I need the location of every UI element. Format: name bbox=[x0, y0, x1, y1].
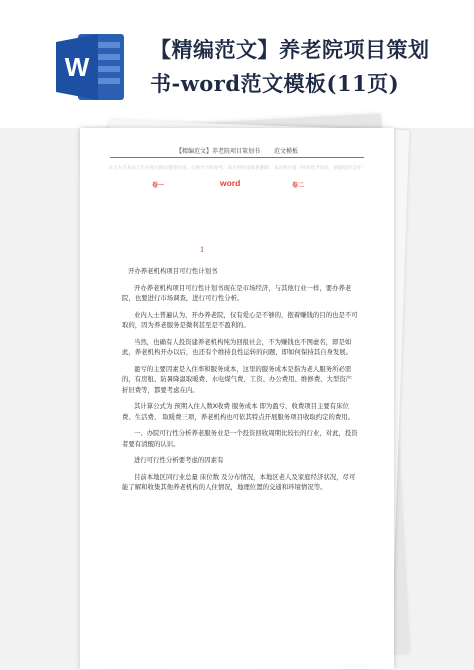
header-title: 【精编范文】养老院项目策划书 bbox=[176, 148, 261, 155]
document-page bbox=[80, 128, 394, 669]
page-header bbox=[110, 146, 364, 158]
header-subtitle: 范文模板 bbox=[273, 148, 298, 155]
red-word-label: word bbox=[220, 178, 241, 188]
paragraph: 盈亏的主要因素是入住率和服务成本，这里的服务成本是指为老人服务所必需的，有房租、防暑降温取暖费、水电煤气费、工资、办公费用、维修费、大型资产折旧费等，都要考虑在内。 bbox=[122, 364, 353, 394]
paragraph: 开办养老机构项目可行性计划书现在是市场经济，与其他行业一样，要办养老院，也要进行市场调查，进行可行性分析。 bbox=[122, 283, 352, 302]
document-title bbox=[150, 33, 460, 101]
paragraph: 业内人士普遍认为，开办养老院，仅有爱心是不够的，抱着赚钱的目的也是不可取的，因为养老服务是微利甚至是不盈利的。 bbox=[122, 310, 358, 329]
paragraph: 当然，也确有人投资建养老机构纯为回报社会，不为赚钱也不图虚名，即是如此，养老机构开办以后，也还有个维持良性运转的问题，即如何保持其自身发展。 bbox=[122, 337, 353, 356]
title-line-2: 书-word范文模板(11页) bbox=[150, 71, 400, 96]
svg-text:W: W bbox=[64, 52, 90, 82]
title-line-1: 【精编范文】养老院项目策划 bbox=[150, 37, 430, 62]
page-number: 1 bbox=[200, 245, 204, 254]
watermark-notice: 本文为自本站上传从相关网站整理而来，仅供学习和参考，如有侵权请联系删除，本站将在第一时间给予回复，感谢您的支持！ bbox=[108, 166, 366, 171]
paragraph: 其计算公式为 预期入住人数X收费 服务成本 即为盈亏，收费项目主要有床位费、生活费、 取暖费三项，养老机构也可依其特点开展服务项目收取约定的费用。 bbox=[122, 402, 355, 421]
word-icon bbox=[56, 30, 126, 104]
paragraph: 开办养老机构项目可行性计划书 bbox=[128, 267, 218, 275]
paragraph: 目前本地区同行业总量 床位数 及分布情况，本地区老人及家庭经济状况，尽可能了解和收集其他养老机构的人住情况，地理位置的交通和环境情况等。 bbox=[122, 472, 356, 491]
paragraph: 一、办院可行性分析养老服务业是一个投资回收周期比较长的行业，对此，投资者要有清醒的认识。 bbox=[122, 429, 358, 448]
paragraph: 进行可行性分析要考虑的因素有 bbox=[134, 456, 224, 464]
document-body bbox=[122, 266, 358, 499]
red-mark-left: 卷一 bbox=[152, 182, 165, 189]
red-mark-right: 卷二 bbox=[292, 182, 305, 189]
